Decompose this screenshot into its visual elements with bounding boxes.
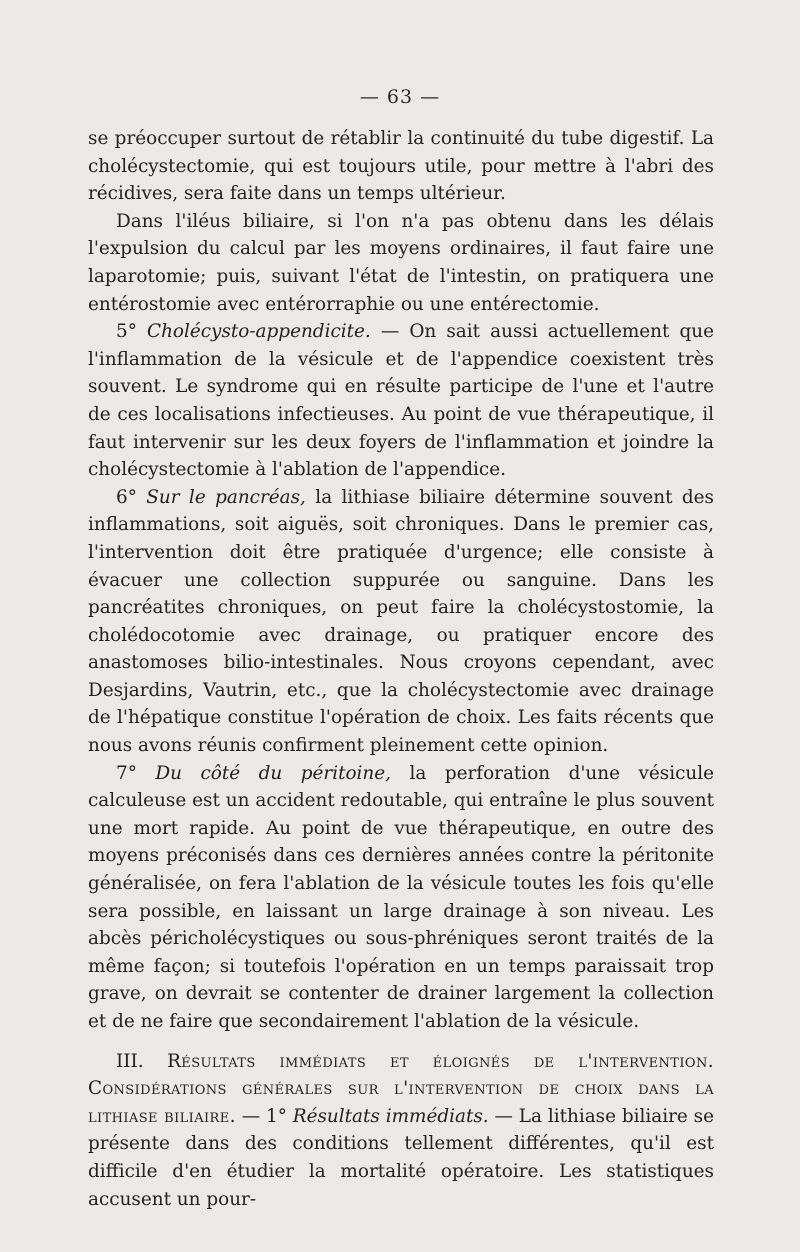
paragraph-section-iii: [88, 1048, 714, 1214]
item-title: Cholécysto-appendicite.: [147, 321, 371, 343]
paragraph-pancreas: [88, 484, 714, 760]
item-body: — On sait aussi actuellement que l'inflammation de la vésicule et de l'appendice coexistent très souvent. Le syndrome qui en résulte participe de l'une et l'autre de ces localisations infectieuses. Au point de vue thérapeutique, il faut intervenir sur les deux foyers de l'inflammation et joindre la cholécystectomie à l'ablation de l'appendice.: [88, 321, 714, 481]
item-title: Sur le pancréas,: [146, 486, 306, 508]
item-number: 6°: [116, 486, 147, 508]
paragraph-continuation: se préoccuper surtout de rétablir la continuité du tube digestif. La cholécystectomie, qui est toujours utile, pour mettre à l'abri des récidives, sera faite dans un temps ultérieur.: [88, 128, 714, 205]
page-number: — 63 —: [359, 86, 441, 108]
paragraph-peritoine: [88, 760, 714, 1036]
paragraph-ileus-biliaire: Dans l'iléus biliaire, si l'on n'a pas obtenu dans les délais l'expulsion du calcul par les moyens ordinaires, il faut faire une laparotomie; puis, suivant l'état de l'intestin, on pratiquera une entérostomie avec entérorraphie ou une entérectomie.: [88, 210, 714, 315]
body-text: [88, 125, 714, 1213]
item-number: 7°: [116, 762, 156, 784]
section-number: III.: [116, 1050, 168, 1072]
subsection-body: — La lithiase biliaire se présente dans des conditions tellement différentes, qu'il est difficile d'en étudier la mortalité opératoire. Les statistiques accusent un pour-: [88, 1105, 714, 1210]
subsection-title: Résultats immédiats.: [292, 1105, 489, 1127]
section-heading: Résultats immédiats et éloignés de l'intervention. Considérations générales sur l'intervention de choix dans la lithiase biliaire.: [88, 1050, 714, 1127]
item-title: Du côté du péritoine,: [155, 762, 391, 784]
paragraph-cholecysto-appendicite: [88, 318, 714, 484]
item-body: la lithiase biliaire détermine souvent des inflammations, soit aiguës, soit chroniques. Dans le premier cas, l'intervention doit être pratiquée d'urgence; elle consiste à évacuer une collection suppurée ou sanguine. Dans les pancréatites chroniques, on peut faire la cholécystostomie, la cholédocotomie avec drainage, ou pratiquer encore des anastomoses bilio-intestinales. Nous croyons cependant, avec Desjardins, Vautrin, etc., que la cholécystectomie avec drainage de l'hépatique constitue l'opération de choix. Les faits récents que nous avons réunis confirment pleinement cette opinion.: [88, 486, 714, 757]
item-body: la perforation d'une vésicule calculeuse est un accident redoutable, qui entraîne le plus souvent une mort rapide. Au point de vue thérapeutique, en outre des moyens préconisés dans ces dernières années contre la péritonite généralisée, on fera l'ablation de la vésicule toutes les fois qu'elle sera possible, en laissant un large drainage à son niveau. Les abcès péricholécystiques ou sous-phréniques seront traités de la même façon; si toutefois l'opération en un temps paraissait trop grave, on devrait se contenter de drainer largement la collection et de ne faire que secondairement l'ablation de la vésicule.: [88, 762, 715, 1032]
item-number: 5°: [116, 321, 147, 343]
subsection-number: — 1°: [235, 1105, 293, 1127]
